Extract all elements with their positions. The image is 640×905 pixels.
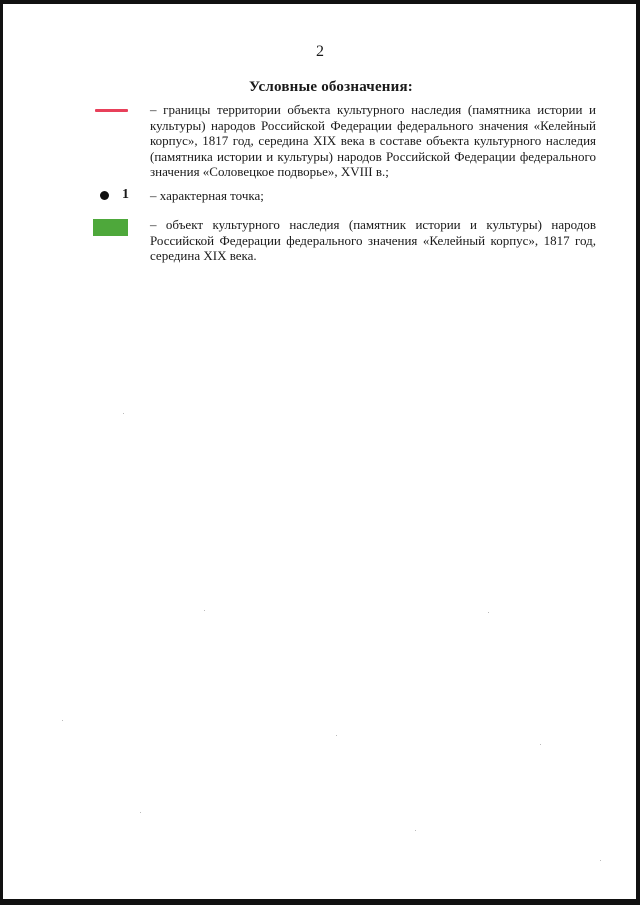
scan-edge-bottom [0,899,640,905]
point-number-label: 1 [122,187,129,202]
scan-edge-top [0,0,640,4]
legend-item-area-text: – объект культурного наследия (памятник истории и культуры) народов Российской Федерации федерального значения «Келейный корпус», 1817 год, середина XIX века. [150,217,596,264]
page-number: 2 [316,43,324,60]
heritage-area-fill-icon [93,219,128,236]
boundary-line-icon [95,109,128,112]
scan-edge-right [636,0,640,905]
legend-heading: Условные обозначения: [248,79,414,95]
legend-item-boundary-text: – границы территории объекта культурного наследия (памятника истории и культуры) народов Российской Федерации федерального значения «Келейный корпус», 1817 год, середина XIX века в составе объекта культурного наследия (памятника истории и культуры) народов Российской Федерации федерального значения «Соловецкое подворье», XVIII в.; [150,102,596,180]
characteristic-point-symbol [100,189,134,203]
point-dot-icon [100,191,109,200]
legend-item-point-text: – характерная точка; [150,188,264,203]
scan-edge-left [0,0,3,905]
